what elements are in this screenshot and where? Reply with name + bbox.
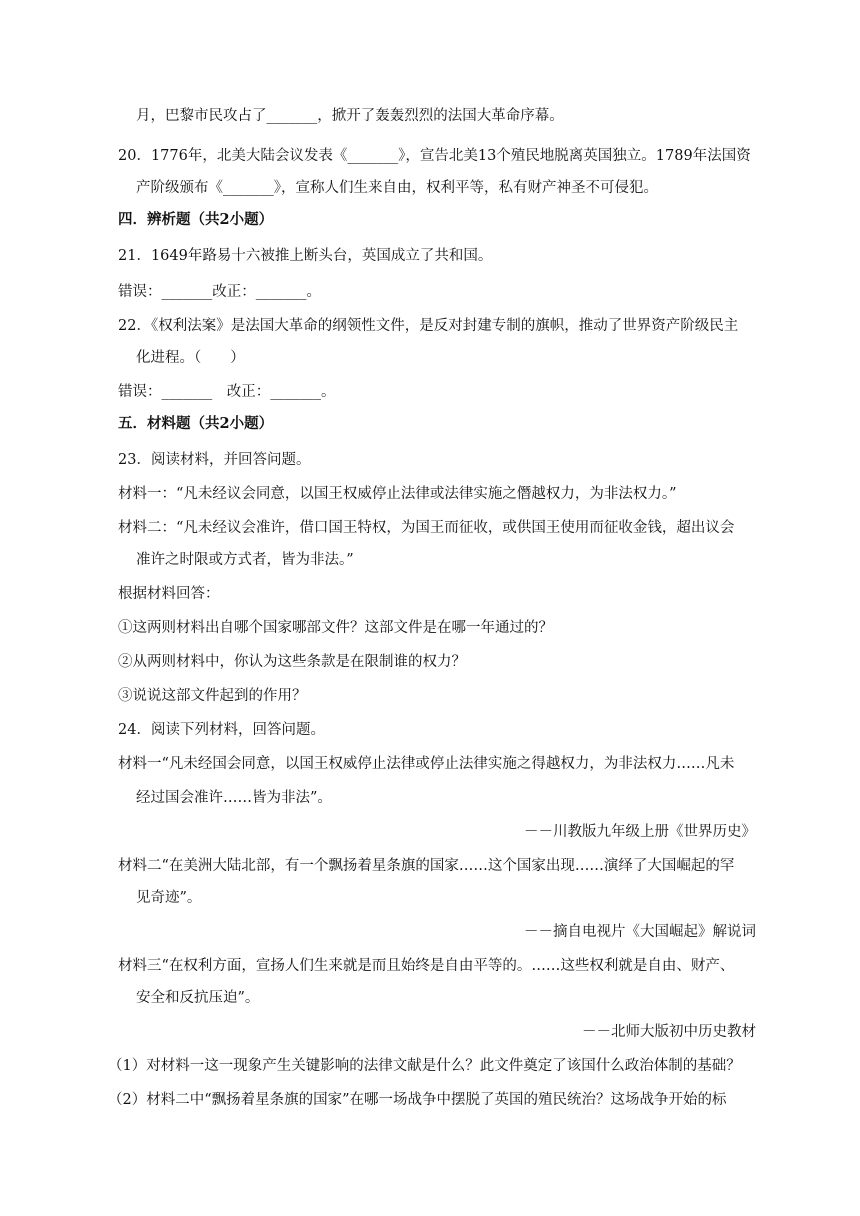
q24-material-1-line-2: 经过国会准许……皆为非法”。 bbox=[136, 790, 332, 806]
q20-line-2: 产阶级颁布《_______》，宣称人们生来自由，权利平等，私有财产神圣不可侵犯。 bbox=[136, 180, 658, 196]
q24-source-1: －－川教版九年级上册《世界历史》 bbox=[524, 824, 756, 840]
section-heading-material: 五．材料题（共2小题） bbox=[118, 415, 274, 432]
q23-material-1: 材料一：“凡未经议会同意，以国王权威停止法律或法律实施之僭越权力，为非法权力。” bbox=[118, 486, 677, 502]
q23-sub-2: ②从两则材料中，你认为这些条款是在限制谁的权力？ bbox=[118, 654, 466, 670]
section-heading-analysis: 四．辨析题（共2小题） bbox=[118, 211, 274, 228]
q24-source-2: －－摘自电视片《大国崛起》解说词 bbox=[524, 924, 756, 940]
q24-material-3-line-1: 材料三“在权利方面，宣扬人们生来就是而且始终是自由平等的。……这些权利就是自由、财产、 bbox=[118, 958, 735, 974]
q20-line-1: 20．1776年，北美大陆会议发表《_______》，宣告北美13个殖民地脱离英国独立。1789年法国资 bbox=[118, 148, 751, 164]
q23-sub-3: ③说说这部文件起到的作用？ bbox=[118, 688, 307, 704]
q23-instruction: 根据材料回答： bbox=[118, 586, 220, 602]
q22-line-2: 化进程。（ ） bbox=[136, 350, 245, 366]
q23-material-2-line-1: 材料二：“凡未经议会准许，借口国王特权，为国王而征收，或供国王使用而征收金钱，超出议会 bbox=[118, 520, 735, 536]
q23-prompt: 23．阅读材料，并回答问题。 bbox=[118, 452, 311, 468]
q24-source-3: －－北师大版初中历史教材 bbox=[582, 1024, 756, 1040]
q22-line-1: 22．《权利法案》是法国大革命的纲领性文件，是反对封建专制的旗帜，推动了世界资产阶级民主 bbox=[118, 318, 739, 334]
q24-material-2-line-2: 见奇迹”。 bbox=[136, 890, 202, 906]
q24-material-3-line-2: 安全和反抗压迫”。 bbox=[136, 990, 260, 1006]
q24-material-2-line-1: 材料二“在美洲大陆北部，有一个飘扬着星条旗的国家……这个国家出现……演绎了大国崛起的罕 bbox=[118, 858, 735, 874]
q19-continuation: 月，巴黎市民攻占了_______，掀开了轰轰烈烈的法国大革命序幕。 bbox=[136, 108, 564, 124]
q21-text: 21．1649年路易十六被推上断头台，英国成立了共和国。 bbox=[118, 248, 493, 264]
q23-material-2-line-2: 准许之时限或方式者，皆为非法。” bbox=[136, 552, 354, 568]
q24-prompt: 24．阅读下列材料，回答问题。 bbox=[118, 722, 325, 738]
q23-sub-1: ①这两则材料出自哪个国家哪部文件？这部文件是在哪一年通过的？ bbox=[118, 620, 553, 636]
q24-material-1-line-1: 材料一“凡未经国会同意，以国王权威停止法律或停止法律实施之得越权力，为非法权力……凡未 bbox=[118, 756, 735, 772]
q24-sub-1: （1）对材料一这一现象产生关键影响的法律文献是什么？此文件奠定了该国什么政治体制的基础？ bbox=[108, 1058, 741, 1074]
q24-sub-2: （2）材料二中“飘扬着星条旗的国家”在哪一场战争中摆脱了英国的殖民统治？这场战争开始的标 bbox=[108, 1092, 727, 1108]
q22-answer-line: 错误：_______ 改正：_______。 bbox=[118, 384, 336, 400]
q21-answer-line: 错误：_______改正：_______。 bbox=[118, 284, 321, 300]
